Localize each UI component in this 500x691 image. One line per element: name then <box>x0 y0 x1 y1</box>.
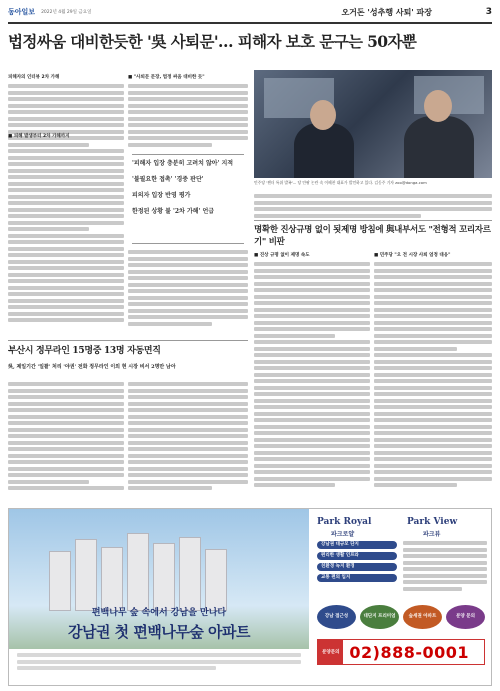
brand-park-view: Park View <box>407 517 458 527</box>
article1-body-col1 <box>8 84 124 334</box>
masthead <box>8 2 492 24</box>
pull-quote-3: 피의자 입장 반영 평가 <box>132 192 191 199</box>
ad-title: 강남권 첫 편백나무숲 아파트 <box>67 623 251 641</box>
feature-list <box>317 541 397 585</box>
pull-quote-1: '피해자 입장 충분히 고려치 않아' 지적 <box>132 160 234 167</box>
brand-park-royal: Park Royal <box>317 517 372 527</box>
photo-caption: 민주당 '젠더 특위 발족'... 당 안팎 논란 속 이해찬 대표가 발언하고 있다. 김동주 기자 zoo@donga.com <box>254 180 427 185</box>
divider <box>8 340 248 341</box>
pull-quote-4: 한정된 상황 불 '2차 가해' 언급 <box>132 208 215 215</box>
highlight-pills <box>317 605 485 629</box>
article1-body-col2-top <box>128 84 248 154</box>
divider <box>254 220 492 221</box>
article3-body-col1 <box>8 382 124 500</box>
feature-chip: 교통 편의 입지 <box>317 574 397 582</box>
article3-summary: 吳, 제일기간 '일괄' 처리 '야권' 전화 정무라인 이외 현 시장 비서 2명만 남아 <box>8 364 176 370</box>
article3-headline: 부산시 정무라인 15명중 13명 자동면직 <box>8 346 161 356</box>
highlight-pill: 대단지 프리미엄 <box>360 605 399 629</box>
highlight-pill: 숲세권 아파트 <box>403 605 442 629</box>
phone-number[interactable]: 02)888-0001 <box>349 642 470 662</box>
highlight-pill: 분양 문의 <box>446 605 485 629</box>
article2-subhead-1: ■ 진상 규명 없이 제명 속도 <box>254 253 310 258</box>
highlight-pill: 강남 접근성 <box>317 605 356 629</box>
brand-park-view-kr: 파크뷰 <box>423 531 441 538</box>
page-number: 3 <box>485 7 492 17</box>
newspaper-brand: 동아일보 <box>8 8 36 16</box>
article2-body-col1 <box>254 262 370 500</box>
sales-phone-box[interactable] <box>317 639 485 665</box>
article2-body-col2 <box>374 262 492 500</box>
ad-slogan: 편백나무 숲 속에서 강남을 만나다 <box>91 608 227 618</box>
article2-subhead-2: ■ 민주당 "오 전 시장 사퇴 엄정 대응" <box>374 253 451 258</box>
article1-subhead-2: ■ "사퇴문 문장, 법정 싸움 대비한 듯" <box>128 75 205 80</box>
ad-visual <box>9 509 309 685</box>
press-photo <box>254 70 492 178</box>
ad-fine-print <box>9 649 309 685</box>
feature-chip: 친환경 녹지 환경 <box>317 563 397 571</box>
pull-quote-box <box>132 154 244 244</box>
section-title: 오거돈 '성추행 사퇴' 파장 <box>341 7 432 17</box>
feature-chip: 편리한 생활 인프라 <box>317 552 397 560</box>
article3-body-col2 <box>128 382 248 500</box>
issue-date: 2022년 4월 29일 금요일 <box>41 10 92 15</box>
article1-subhead-1: ■ 피해 발생부터 2차 가해까지 <box>8 134 70 139</box>
brand-park-royal-kr: 파크로얄 <box>331 531 355 538</box>
pull-quote-2: '불필요한 접촉' '경중 판단' <box>132 176 204 183</box>
article1-body-right <box>254 194 492 220</box>
ad-details-text <box>403 541 487 599</box>
article2-headline: 명확한 진상규명 없이 됫제명 방침에 與내부서도 "전형적 꼬리자르기" 비판 <box>254 225 491 247</box>
article1-byline: 피해자의 인터뷰 2차 가해 <box>8 75 60 80</box>
phone-label: 분양문의 <box>318 640 343 664</box>
main-headline: 법정싸움 대비한듯한 '吳 사퇴문'… 피해자 보호 문구는 50자뿐 <box>8 32 417 51</box>
article1-body-col2-bottom <box>128 250 248 335</box>
apartment-advertisement <box>8 508 492 686</box>
ad-info-panel <box>311 509 491 685</box>
feature-chip: 강남권 대규모 단지 <box>317 541 397 549</box>
